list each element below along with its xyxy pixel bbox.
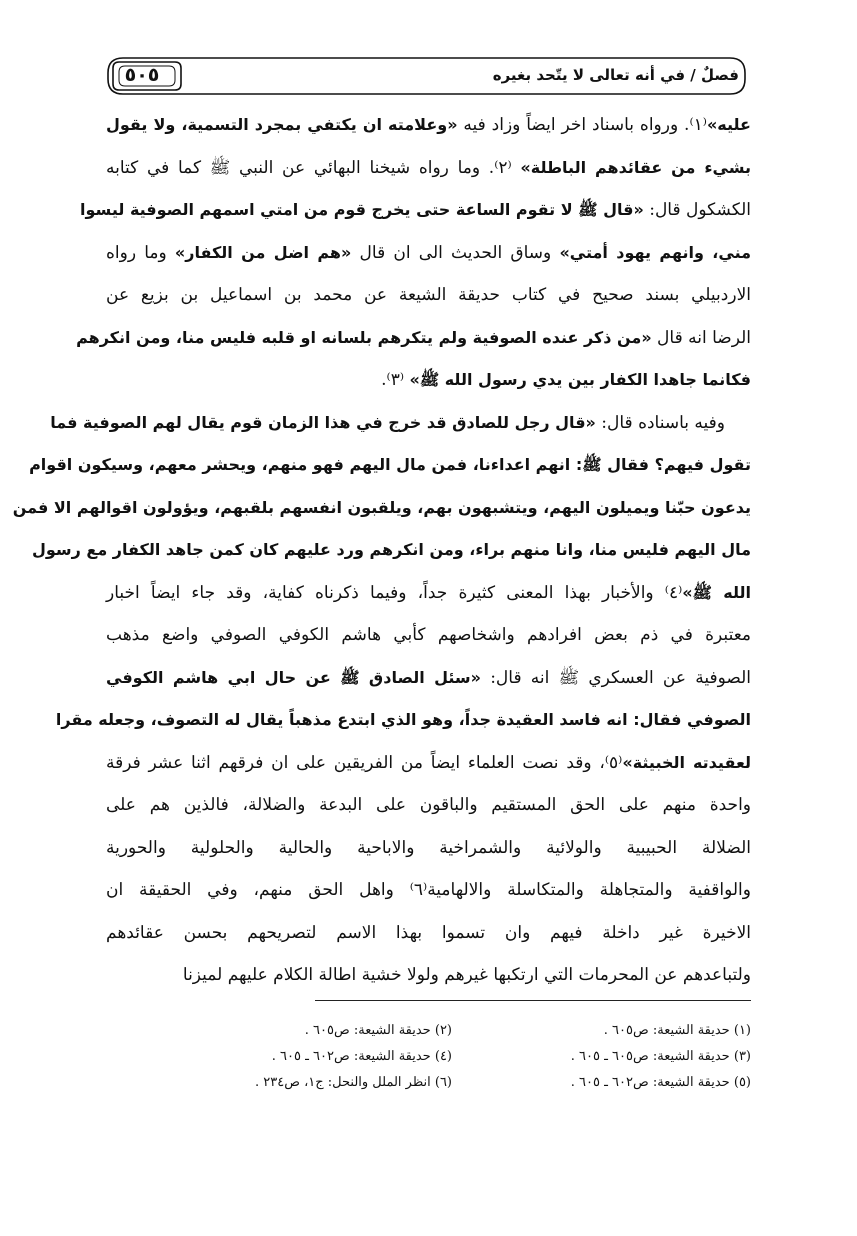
footnote-2: (٢) حديقة الشيعة: ص٦٠٥ . xyxy=(304,1023,452,1038)
footnote-5: (٥) حديقة الشيعة: ص٦٠٢ ـ ٦٠٥ . xyxy=(570,1075,751,1090)
footnote-6: (٦) انظر الملل والنحل: ج١، ص٢٣٤ . xyxy=(255,1075,452,1090)
text-line xyxy=(106,614,751,657)
text-line xyxy=(106,742,751,785)
body-text: معتبرة في ذم بعض افرادهم واشخاصهم كأبي هاشم الكوفي الصوفي واضع مذهب xyxy=(106,625,751,645)
footnote-divider xyxy=(315,1000,751,1001)
body-text: ⁽٥⁾، وقد نصت العلماء ايضاً من الفريقين على ان فرقهم اثنا عشر فرقة xyxy=(106,752,623,773)
text-line xyxy=(106,147,751,190)
body-text: ⁽١⁾. ورواه باسناد اخر ايضاً وزاد فيه xyxy=(457,115,707,135)
quoted-hadith-text: الله ﷺ» xyxy=(682,582,752,602)
text-line xyxy=(106,869,751,912)
body-text: وساق الحديث الى ان قال xyxy=(351,242,560,263)
body-text: والواقفية والمتجاهلة والمتكاسلة والالهامية⁽٦⁾ واهل الحق منهم، وفي الحقيقة ان xyxy=(106,880,751,900)
text-line xyxy=(106,232,751,275)
body-text: الكشكول قال: xyxy=(643,200,751,220)
text-line xyxy=(80,189,751,232)
body-text: ⁽٣⁾. xyxy=(381,370,410,390)
body-text: واحدة منهم على الحق المستقيم والباقون على البدعة والضلالة، فالذين هم على xyxy=(106,795,751,815)
footnote-4: (٤) حديقة الشيعة: ص٦٠٢ ـ ٦٠٥ . xyxy=(271,1049,452,1064)
quoted-hadith-text: عليه» xyxy=(706,115,751,134)
body-text: الرضا انه قال xyxy=(651,327,751,348)
footnote-1: (١) حديقة الشيعة: ص٦٠٥ . xyxy=(603,1023,751,1038)
body-text: ⁽٤⁾ والأخبار بهذا المعنى كثيرة جداً، وفيما ذكرناه كفاية، وقد جاء ايضاً اخبار xyxy=(106,582,683,603)
text-line xyxy=(50,402,751,445)
quoted-hadith-text: «سئل الصادق ﷺ عن حال ابي هاشم الكوفي xyxy=(106,667,481,687)
quoted-hadith-text: الصوفي فقال: انه فاسد العقيدة جداً، وهو الذي ابتدع مذهباً يقال له التصوف، وجعله مقرا xyxy=(55,710,751,729)
quoted-hadith-text: بشيء من عقائدهم الباطلة» xyxy=(520,157,751,177)
text-line xyxy=(106,657,751,700)
text-line xyxy=(106,104,751,147)
text-line xyxy=(106,359,751,402)
text-line xyxy=(106,912,751,955)
quoted-hadith-text: مني، وانهم يهود أمتي» xyxy=(559,242,752,262)
body-text: ⁽٢⁾. وما رواه شيخنا البهائي عن النبي ﷺ كما في كتابه xyxy=(106,157,521,178)
quoted-hadith-text: «وعلامته ان يكتفي بمجرد التسمية، ولا يقول xyxy=(106,115,458,134)
text-line xyxy=(106,954,751,997)
text-line xyxy=(106,572,751,615)
quoted-hadith-text: فكانما جاهدا الكفار بين يدي رسول الله ﷺ» xyxy=(409,370,751,389)
text-line xyxy=(55,699,751,742)
body-text: وما رواه xyxy=(106,242,175,263)
body-text: الضلالة الحبيبية والولائية والشمراخية والاباحية والحالية والحلولية والحورية xyxy=(106,837,751,858)
quoted-hadith-text: لعقيدته الخبيثة» xyxy=(622,752,752,772)
text-line xyxy=(106,827,751,870)
text-line xyxy=(12,487,751,530)
quoted-hadith-text: «قال ﷺ لا تقوم الساعة حتى يخرج قوم من امتي اسمهم الصوفية ليسوا xyxy=(80,200,644,219)
body-text: الاردبيلي بسند صحيح في كتاب حديقة الشيعة عن محمد بن اسماعيل بن بزيع عن xyxy=(106,285,751,305)
text-line xyxy=(29,444,751,487)
quoted-hadith-text: يدعون حبّنا ويميلون اليهم، ويتشبهون بهم، ويلقبون انفسهم بلقبهم، ويؤولون اقوالهم الا فمن xyxy=(12,497,751,517)
body-text: وفيه باسناده قال: xyxy=(595,412,725,433)
text-line xyxy=(31,529,751,572)
quoted-hadith-text: تقول فيهم؟ فقال ﷺ: انهم اعداءنا، فمن مال اليهم فهو منهم، ويحشر معهم، وسيكون اقوام xyxy=(29,455,751,474)
quoted-hadith-text: «من ذكر عنده الصوفية ولم يتكرهم بلسانه او قلبه فليس منا، ومن انكرهم xyxy=(76,327,652,347)
running-header-title: فصلٌ / في أنه تعالى لا يتّحد بغيره xyxy=(492,66,739,84)
text-line xyxy=(106,274,751,317)
quoted-hadith-text: «هم اضل من الكفار» xyxy=(174,242,352,262)
text-line xyxy=(76,317,751,360)
body-text: الاخيرة غير داخلة فيهم وان تسموا بهذا الاسم لتصريحهم بحسن عقائدهم xyxy=(106,922,751,943)
page-number: ٥٠٥ xyxy=(124,64,160,86)
quoted-hadith-text: مال اليهم فليس منا، وانا منهم براء، ومن انكرهم ورد عليهم كان كمن جاهد الكفار مع رسول xyxy=(31,540,751,559)
body-text: ولتباعدهم عن المحرمات التي ارتكبها غيرهم ولولا خشية اطالة الكلام عليهم لميزنا xyxy=(182,965,751,985)
body-text: الصوفية عن العسكري ﷺ انه قال: xyxy=(480,667,751,688)
quoted-hadith-text: «قال رجل للصادق قد خرج في هذا الزمان قوم يقال لهم الصوفية فما xyxy=(50,412,596,432)
main-text xyxy=(12,104,752,997)
footnote-3: (٣) حديقة الشيعة: ص٦٠٥ ـ ٦٠٥ . xyxy=(570,1049,751,1064)
text-line xyxy=(106,784,751,827)
